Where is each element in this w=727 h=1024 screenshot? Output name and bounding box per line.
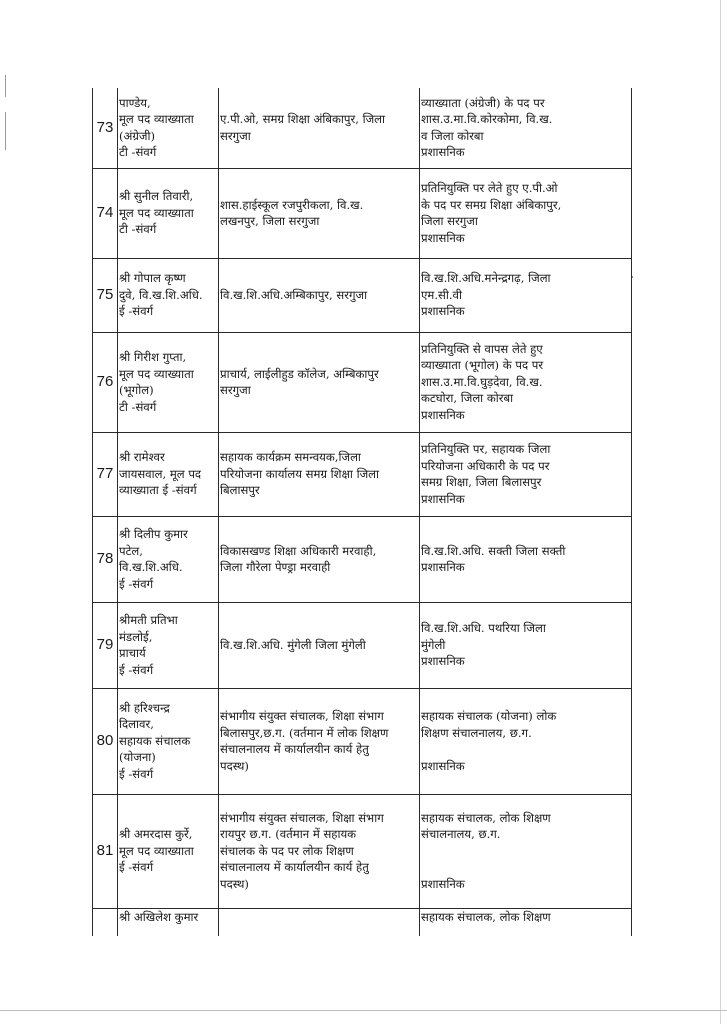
current-posting-cell [219,332,420,432]
serial-number-cell: 78 [93,516,118,602]
current-posting-line: विकासखण्ड शिक्षा अधिकारी मरवाही, [220,543,377,558]
scan-edge-line [720,0,721,1024]
current-posting-line: संचालक के पद पर लोक शिक्षण [220,843,354,858]
new-posting-line: शिक्षण संचालनालय, छ.ग. [421,725,532,740]
table-row [93,432,632,516]
officer-name-cell [118,88,219,168]
transfer-table-body [93,88,632,936]
new-posting-line: सहायक संचालक (योजना) लोक [421,709,557,723]
officer-name-line: व्याख्याता ई -संवर्ग [119,483,197,498]
current-posting-line: प्राचार्य, लाईलीहुड कॉलेज, अम्बिकापुर [220,366,379,381]
new-posting-line: सहायक संचालक, लोक शिक्षण [421,810,551,825]
officer-name-line: (अंग्रेजी) [119,128,156,143]
transfer-type-label: प्रशासनिक [421,145,465,160]
new-posting-cell [420,602,632,688]
current-posting-line: संभागीय संयुक्त संचालक, शिक्षा संभाग [220,709,384,723]
current-posting-line: पदस्थ) [220,758,249,773]
new-posting-line: व जिला कोरबा [421,128,484,143]
transfer-type-label: प्रशासनिक [421,491,465,506]
table-row [93,88,632,168]
officer-name-cell [118,432,219,516]
current-posting-line: वि.ख.शि.अधि.अम्बिकापुर, सरगुजा [220,287,368,302]
officer-name-line: ई -संवर्ग [119,304,154,319]
new-posting-line: व्याख्याता (अंग्रेजी) के पद पर [421,95,545,110]
new-posting-line: कटघोरा, जिला कोरबा [421,391,514,406]
current-posting-cell [219,908,420,936]
officer-name-line: पटेल, [119,543,143,558]
serial-number-cell: 79 [93,602,118,688]
officer-name-line: टी -संवर्ग [119,399,157,414]
officer-name-cell [118,602,219,688]
officer-name-line: टी -संवर्ग [119,222,157,237]
current-posting-line: लखनपुर, जिला सरगुजा [220,214,320,228]
officer-name-line: मूल पद व्याख्याता [119,205,194,220]
officer-name-cell [118,688,219,794]
line-gap [421,859,630,876]
new-posting-cell [420,794,632,908]
officer-name-line: श्री हरिश्चन्द्र [119,700,170,715]
new-posting-line: एम.सी.वी [421,287,463,302]
new-posting-cell [420,258,632,332]
serial-number-cell: 76 [93,332,118,432]
table-row [93,258,632,332]
transfer-type-label: प्रशासनिक [421,654,465,669]
new-posting-line: जिला सरगुजा [421,214,478,228]
officer-name-cell [118,794,219,908]
new-posting-cell [420,432,632,516]
officer-name-line: जायसवाल, मूल पद [119,466,202,481]
transfer-order-table [92,88,632,936]
serial-number-cell [93,908,118,936]
officer-name-line: मंडलोई, [119,629,153,644]
serial-number-cell: 81 [93,794,118,908]
table-row [93,688,632,794]
current-posting-line: जिला गौरेला पेण्ड्रा मरवाही [220,560,331,574]
table-row [93,332,632,432]
new-posting-cell [420,332,632,432]
officer-name-line: प्राचार्य [119,646,146,660]
officer-name-line: श्री अखिलेश कुमार [119,909,199,924]
scan-edge-mark [5,112,6,150]
current-posting-line: ए.पी.ओ, समग्र शिक्षा अंबिकापुर, जिला [220,112,386,127]
current-posting-cell [219,258,420,332]
table-row [93,516,632,602]
officer-name-line: दिलावर, [119,717,154,732]
line-gap [421,843,630,860]
current-posting-line: सरगुजा [220,128,251,143]
transfer-type-label: प्रशासनिक [421,876,465,891]
new-posting-line: के पद पर समग्र शिक्षा अंबिकापुर, [421,197,562,212]
officer-name-cell [118,908,219,936]
officer-name-line: ई -संवर्ग [119,766,154,781]
officer-name-line: ई -संवर्ग [119,662,154,677]
current-posting-line: पदस्थ) [220,876,249,891]
new-posting-line: सहायक संचालक, लोक शिक्षण [421,909,551,924]
officer-name-line: श्री दिलीप कुमार [119,527,188,541]
officer-name-line: श्री रामेश्वर [119,450,165,465]
officer-name-cell [118,258,219,332]
table-row [93,794,632,908]
officer-name-line: टी -संवर्ग [119,145,157,160]
new-posting-line: वि.ख.शि.अधि.मनेन्द्रगढ़, जिला [421,271,551,286]
new-posting-cell [420,88,632,168]
current-posting-cell [219,602,420,688]
new-posting-line: परियोजना अधिकारी के पद पर [421,458,550,473]
new-posting-line: संचालनालय, छ.ग. [421,827,501,842]
current-posting-cell [219,168,420,258]
current-posting-line: रायपुर छ.ग. (वर्तमान में सहायक [220,827,357,842]
scan-edge-line [0,1010,727,1011]
current-posting-line: परियोजना कार्यालय समग्र शिक्षा जिला [220,466,380,481]
new-posting-line: व्याख्याता (भूगोल) के पद पर [421,358,544,373]
officer-name-line: श्री सुनील तिवारी, [119,189,194,204]
serial-number-cell: 80 [93,688,118,794]
new-posting-line: वि.ख.शि.अधि. पथरिया जिला [421,621,546,636]
new-posting-cell [420,168,632,258]
officer-name-line: श्री गिरीश गुप्ता, [119,350,187,364]
table-row [93,602,632,688]
table-row [93,168,632,258]
officer-name-cell [118,332,219,432]
officer-name-cell [118,168,219,258]
transfer-type-label: प्रशासनिक [421,230,465,245]
officer-name-cell [118,516,219,602]
current-posting-line: शास.हाईस्कूल रजपुरीकला, वि.ख. [220,197,364,212]
current-posting-cell [219,432,420,516]
serial-number-cell: 74 [93,168,118,258]
serial-number-cell: 73 [93,88,118,168]
officer-name-line: वि.ख.शि.अधि. [119,560,183,574]
officer-name-line: (भूगोल) [119,383,154,397]
transfer-type-label: प्रशासनिक [421,304,465,319]
new-posting-line: प्रतिनियुक्ति से वापस लेते हुए [421,341,543,356]
current-posting-line: बिलासपुर [220,483,260,498]
current-posting-cell [219,794,420,908]
new-posting-line: वि.ख.शि.अधि. सक्ती जिला सक्ती [421,543,566,558]
current-posting-line: संचालनालय में कार्यालयीन कार्य हेतु [220,860,369,875]
serial-number-cell: 75 [93,258,118,332]
scan-edge-mark [5,75,6,97]
new-posting-line: शास.उ.मा.वि.घुड़देवा, वि.ख. [421,374,543,389]
officer-name-line: दुवे, वि.ख.शि.अधि. [119,287,203,302]
current-posting-line: वि.ख.शि.अधि. मुंगेली जिला मुंगेली [220,637,366,652]
transfer-type-label: प्रशासनिक [421,407,465,422]
new-posting-cell [420,908,632,936]
officer-name-line: मूल पद व्याख्याता [119,112,194,127]
officer-name-line: मूल पद व्याख्याता [119,843,194,858]
current-posting-line: बिलासपुर,छ.ग. (वर्तमान में लोक शिक्षण [220,725,389,740]
officer-name-line: ई -संवर्ग [119,860,154,875]
officer-name-line: ई -संवर्ग [119,576,154,591]
new-posting-line: समग्र शिक्षा, जिला बिलासपुर [421,475,542,489]
officer-name-line: सहायक संचालक [119,733,191,748]
current-posting-cell [219,88,420,168]
new-posting-cell [420,688,632,794]
current-posting-line: सरगुजा [220,383,251,397]
officer-name-line: (योजना) [119,750,156,765]
officer-name-line: पाण्डेय, [119,95,151,110]
serial-number-cell: 77 [93,432,118,516]
new-posting-line: प्रतिनियुक्ति पर लेते हुए ए.पी.ओ [421,181,558,195]
table-row-partial [93,908,632,936]
officer-name-line: श्री अमरदास कुर्रे, [119,827,193,842]
current-posting-line: संभागीय संयुक्त संचालक, शिक्षा संभाग [220,810,384,825]
current-posting-cell [219,688,420,794]
transfer-type-label: प्रशासनिक [421,560,465,574]
officer-name-line: मूल पद व्याख्याता [119,366,194,381]
current-posting-line: सहायक कार्यक्रम समन्वयक,जिला [220,450,361,465]
new-posting-line: मुंगेली [421,637,446,652]
current-posting-cell [219,516,420,602]
new-posting-line: प्रतिनियुक्ति पर, सहायक जिला [421,442,551,456]
officer-name-line: श्रीमती प्रतिभा [119,613,178,627]
new-posting-line: शास.उ.मा.वि.कोरकोमा, वि.ख. [421,112,553,127]
officer-name-line: श्री गोपाल कृष्ण [119,271,186,286]
transfer-type-label: प्रशासनिक [421,758,465,773]
current-posting-line: संचालनालय में कार्यालयीन कार्य हेतु [220,742,369,756]
new-posting-cell [420,516,632,602]
line-gap [421,741,630,758]
